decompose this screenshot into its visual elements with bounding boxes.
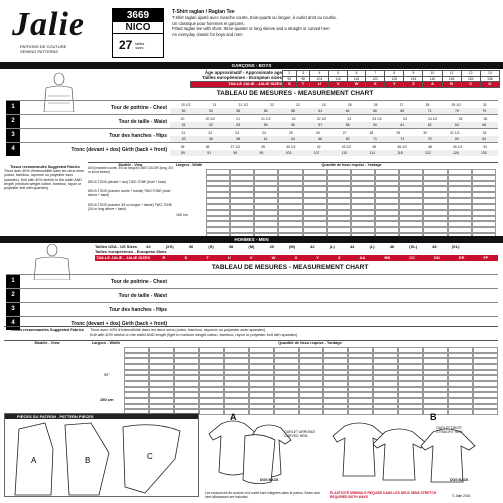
measure-value: 107	[313, 150, 320, 155]
boys-measure-rows	[6, 100, 498, 156]
boys-measure-row	[6, 114, 498, 128]
measure-value: 61	[318, 108, 323, 113]
description-fr1: T-shirt raglan ajusté avec manche courte, trois-quarts ou longue, à ourlet droit ou courbe.	[172, 15, 338, 21]
measure-value: 110	[341, 150, 348, 155]
men-jalie-size: AA	[359, 255, 366, 260]
men-jalie-row: TAILLE JALIE - JALIE SIZES R S T U V W X Y Z AA BB CC DD EE FF	[95, 255, 498, 261]
boys-row-number: 2	[6, 115, 20, 128]
boys-eu-cell: 152	[461, 76, 480, 82]
measure-value: 52	[181, 108, 186, 113]
back-label-b: DOS BACK	[450, 478, 469, 482]
measure-value: 66	[318, 136, 323, 141]
measure-value: 35	[180, 144, 185, 149]
men-row-number: 1	[6, 275, 20, 288]
pattern-name: NICO	[113, 22, 163, 34]
measure-value: 26	[373, 102, 378, 107]
boys-row-number: 4	[6, 143, 20, 156]
measure-value: 37 1/2	[230, 144, 240, 149]
sizes-count: 27 tailles sizes	[119, 38, 145, 52]
pattern-number-box	[112, 8, 164, 58]
measure-value: 25	[347, 102, 352, 107]
view-b-text: OURLET DROIT STRAIGHT HEM	[436, 426, 463, 434]
boys-row-label: Tour des hanches - Hips	[109, 132, 167, 139]
measure-value: 21 1/2	[238, 102, 248, 107]
measure-value: 25	[458, 116, 463, 121]
measure-value: 69	[400, 108, 405, 113]
measure-value: 31 1/2	[450, 130, 460, 135]
men-row-number: 4	[6, 317, 20, 330]
men-jalie-size: U	[227, 255, 231, 260]
men-header: HOMMES - MEN	[0, 236, 503, 243]
measure-value: 22	[208, 130, 213, 135]
measure-value: 95	[233, 150, 238, 155]
measure-value: 58	[236, 136, 241, 141]
piece-b-label: B	[85, 456, 91, 465]
men-row-label: Tour des hanches - Hips	[109, 306, 167, 313]
measure-value: 80	[455, 136, 459, 141]
measure-value: 55	[236, 108, 241, 113]
men-fabrics: Tissus recommandés Suggested Fabrics Tricot avec 40% d'extensibilité dans les deux sens (coton, bambou, rayonne ou polyester avec spandex) Knit with 40% stretch in the width AND length (light to medium weight cotton, bamboo, rayon or polyester knit with spandex)	[4, 326, 498, 337]
boys-sizes-cell: X	[366, 82, 385, 88]
boys-ages-cell: 11	[442, 71, 461, 77]
measure-value: 21	[236, 116, 240, 121]
measure-value: 29	[396, 130, 401, 135]
boys-ages-cell: 6	[347, 71, 365, 77]
measure-value: 114	[369, 150, 375, 155]
view-b-label: B	[430, 412, 437, 422]
boys-sizes-cell: B	[442, 82, 461, 88]
men-jalie-size: EE	[459, 255, 465, 260]
measure-value: 57	[318, 122, 323, 127]
measure-value: 64	[455, 122, 459, 127]
boys-ages-cell: 10	[423, 71, 442, 77]
measure-value: 58	[345, 122, 350, 127]
measure-value: 56	[209, 136, 213, 141]
boys-sizes-cell: Z	[404, 82, 423, 88]
description-title: T-Shirt raglan / Raglan Tee	[172, 9, 235, 15]
men-jalie-size: W	[271, 255, 276, 260]
measure-value: 39	[261, 144, 265, 149]
boys-eu-cell: 116	[347, 76, 365, 82]
measure-value: 28	[425, 102, 430, 107]
measure-value: 49 1/2	[452, 144, 463, 149]
measure-value: 31	[483, 102, 487, 107]
measure-value: 71	[427, 108, 432, 113]
back-label-a: DOS BACK	[260, 478, 279, 482]
description-fr2: Un classique pour hommes et garçons.	[172, 20, 245, 26]
boys-eu-cell: 98	[296, 76, 310, 82]
description-en1: Fitted raglan tee with short, three-quarter or long sleeve and a straight or curved hem	[172, 26, 330, 32]
measure-value: 24	[262, 130, 266, 135]
men-measure-rows	[6, 274, 498, 330]
measure-value: 21	[181, 130, 186, 135]
pattern-description	[172, 10, 492, 37]
men-row-label: Tour de taille - Waist	[118, 292, 167, 299]
measure-value: 52	[209, 122, 213, 127]
boys-ages-cell: 8	[385, 71, 404, 77]
measure-value: 62	[427, 122, 432, 127]
measure-value: 26	[483, 116, 488, 121]
measure-value: 27	[342, 130, 347, 135]
measure-value: 33	[482, 130, 487, 135]
boys-age-row: Âge approximatif - Approximate age 2 3 4 5 6 7 8 9 10 11 12 13	[191, 71, 500, 77]
men-yardage-block: Modèle - View Largeur - Width Quantité de tissu requise - Yardage 59" 150 cm	[4, 340, 498, 345]
men-jalie-size: FF	[483, 255, 489, 260]
boys-view-item: DEUX-TONS (devant + dos) TWO-TONE (front + back)	[88, 179, 166, 184]
curved-hem-tee-icon	[209, 421, 291, 484]
measure-value: 76	[427, 136, 432, 141]
men-row-number: 2	[6, 289, 20, 302]
boys-ages-cell: 2	[283, 71, 297, 77]
measure-value: 27	[399, 102, 404, 107]
brand-tagline: PATRONS DE COUTURE SEWING PATTERNS	[20, 44, 67, 54]
measure-value: 20 1/2	[205, 116, 215, 121]
men-jalie-size: CC	[409, 255, 416, 260]
measure-value: 23	[296, 102, 300, 107]
boys-ages-cell: 13	[480, 71, 499, 77]
measure-value: 26	[315, 130, 320, 135]
boys-sizes-cell: T	[296, 82, 310, 88]
boys-measure-row	[6, 128, 498, 142]
men-chart-title: TABLEAU DE MESURES - MEASUREMENT CHART	[211, 264, 369, 271]
piece-c-label: C	[147, 452, 153, 461]
boys-row-label: Tronc (devant + dos) Girth (back + front)	[71, 146, 167, 153]
measure-value: 64	[291, 136, 295, 141]
measure-value: 91	[207, 150, 212, 155]
measure-value: 40 1/2	[286, 144, 296, 149]
measure-value: 64	[345, 108, 350, 113]
measure-value: 99	[259, 150, 264, 155]
measure-value: 130	[480, 150, 487, 155]
measure-value: 42	[316, 144, 321, 149]
measure-value: 23	[235, 130, 240, 135]
boys-row-label: Tour de taille - Waist	[118, 118, 167, 125]
measure-value: 84	[482, 136, 487, 141]
boys-eu-cell: 122	[366, 76, 385, 82]
measure-value: 53	[236, 122, 241, 127]
view-a-text: OURLET ARRONDI CURVED HEM	[284, 430, 316, 438]
men-row-label: Tronc (devant + dos) Girth (back + front)	[71, 320, 167, 327]
boys-sizes-cell: S	[283, 82, 297, 88]
boys-view-item: DEUX-TONS (manche 3/4 ou longue + bande) TWO-TONE (3/4 or long sleeve + band)	[88, 202, 172, 211]
boys-sizes-cell: W	[347, 82, 365, 88]
boys-sizes-cell: D	[480, 82, 499, 88]
boys-section	[0, 62, 503, 69]
boys-eu-cell: 140	[423, 76, 442, 82]
measure-value: 53	[209, 108, 213, 113]
boys-ages-cell: 5	[329, 71, 347, 77]
boys-eu-cell: 104	[310, 76, 329, 82]
boys-ages-cell: 9	[404, 71, 423, 77]
view-a-label: A	[230, 412, 237, 422]
measure-value: 103	[285, 150, 292, 155]
boys-sizes-cell: V	[329, 82, 347, 88]
measure-value: 126	[452, 150, 459, 155]
measure-value: 46 1/2	[397, 144, 407, 149]
boys-jalie-row: TAILLE JALIE - JALIE SIZES S T U V W X Y Z A B C D	[191, 82, 500, 88]
measure-value: 61	[400, 122, 405, 127]
measure-value: 20 1/2	[181, 102, 191, 107]
measure-value: 22 1/2	[316, 116, 327, 121]
men-section	[0, 236, 503, 243]
description-en2: An everyday classic for boys and men	[172, 31, 243, 37]
boys-sizes-cell: U	[310, 82, 329, 88]
boys-row-label: Tour de poitrine - Chest	[110, 104, 167, 111]
measure-value: 24 1/2	[427, 116, 438, 121]
measure-value: 23 1/2	[372, 116, 382, 121]
boys-ages-cell: 12	[461, 71, 480, 77]
footer-copyright: © Jalie 2016	[452, 494, 471, 498]
measure-value: 22	[291, 116, 296, 121]
men-jalie-size: S	[184, 255, 188, 260]
men-jalie-size: T	[206, 255, 209, 260]
measure-value: 79	[482, 108, 487, 113]
measure-value: 56	[291, 122, 295, 127]
boys-eu-cell: 92	[283, 76, 297, 82]
measure-value: 60	[373, 122, 377, 127]
pattern-pieces-header: PIÈCES DU PATRON - PATTERN PIECES	[5, 414, 198, 419]
boys-header: GARÇONS - BOYS	[0, 62, 503, 69]
boys-measure-row	[6, 100, 498, 114]
men-measure-row	[6, 274, 498, 288]
pattern-pieces-panel	[4, 413, 199, 497]
men-jalie-size: X	[294, 255, 298, 260]
brand-logo: Jalie	[12, 6, 85, 43]
footer-allowances: Les ressources de couture et d'ourlet sont intégrées dans le patron. Seam and hem allowances are included.	[205, 491, 320, 499]
measure-value: 21 1/2	[261, 116, 271, 121]
men-jalie-size: Y	[316, 255, 319, 260]
boys-ages-cell: 3	[296, 71, 310, 77]
boys-yardage-block: Modèle - View Largeur - Width Quantité de tissu requise - Yardage UNI (manche courte, 3/4 ou longue) ONE COLOR (long, 3/4 or short sleeve) DEUX-TONS (devant + dos) TWO-TONE (front + back) DEUX-TONS (manche courte + bande) TWO-TONE (short sleeve + band) DEUX-TONS (manche 3/4 ou longue + bande) TWO-TONE (3/4 or long sleeve + band) 150 cm	[88, 162, 498, 218]
boys-row-cm	[170, 136, 498, 142]
measure-value: 24	[321, 102, 326, 107]
measure-value: 30	[423, 130, 428, 135]
measure-value: 23	[347, 116, 352, 121]
boys-view-item: DEUX-TONS (manche courte + bande) TWO-TONE (short sleeve + band)	[88, 189, 171, 198]
boys-chart-title: TABLEAU DE MESURES - MEASUREMENT CHART	[216, 90, 374, 97]
measure-value: 45	[372, 144, 377, 149]
measure-value: 43 1/2	[341, 144, 352, 149]
measure-value: 61	[263, 136, 268, 141]
men-us-row: Tailles USA - US Sizes 34 (XS) 36 (S) 38 (M) 40 (M) 42 (L) 44 (L) 46 (XL) 48 (XL)	[95, 244, 460, 249]
men-jalie-size: Z	[338, 255, 341, 260]
boys-ages-cell: 4	[310, 71, 329, 77]
measure-value: 89	[181, 150, 185, 155]
measure-value: 55	[263, 122, 268, 127]
boys-eu-cell: 128	[385, 76, 404, 82]
boys-measure-row	[6, 142, 498, 156]
pattern-number: 3669	[113, 9, 163, 22]
measure-value: 71	[373, 136, 377, 141]
boys-eu-row: Tailles européennes - European sizes 92 98 104 110 116 122 128 134 140 146 152 158	[191, 76, 500, 82]
measure-value: 66	[482, 122, 487, 127]
measure-value: 75	[455, 108, 459, 113]
boys-row-number: 1	[6, 101, 20, 114]
men-jalie-size: V	[249, 255, 253, 260]
measure-value: 51	[181, 122, 186, 127]
piece-a-label: A	[31, 456, 37, 465]
men-row-label: Tour de poitrine - Chest	[110, 278, 167, 285]
men-jalie-size: R	[162, 255, 166, 260]
boys-sizes-cell: A	[423, 82, 442, 88]
measure-value: 24	[402, 116, 407, 121]
measure-value: 20	[180, 116, 185, 121]
men-measure-row	[6, 288, 498, 302]
boys-view-item: UNI (manche courte, 3/4 ou longue) ONE COLOR (long, 3/4 or short sleeve)	[88, 166, 173, 174]
men-jalie-size: BB	[384, 255, 391, 260]
boys-sizes-cell: Y	[385, 82, 404, 88]
boys-row-cm	[170, 108, 498, 114]
measure-value: 56	[263, 108, 268, 113]
men-row-number: 3	[6, 303, 20, 316]
pattern-pieces-diagram	[5, 419, 200, 497]
men-jalie-size: DD	[434, 255, 440, 260]
measure-value: 122	[424, 150, 431, 155]
boys-size-table	[190, 70, 500, 88]
boys-sizes-cell: C	[461, 82, 480, 88]
measure-value: 74	[400, 136, 405, 141]
measure-value: 58	[291, 108, 295, 113]
measure-value: 48	[427, 144, 432, 149]
measure-value: 69	[345, 136, 350, 141]
measure-value: 36	[205, 144, 210, 149]
measure-value: 118	[397, 150, 403, 155]
boys-eu-cell: 158	[480, 76, 499, 82]
footer-stretch: ÉLASTICITÉ MINIMALE REQUISE DANS LES DEUX SENS STRETCH REQUIRED BOTH WAYS	[330, 491, 437, 499]
measure-value: 29 1/2	[451, 102, 461, 107]
measure-value: 28	[369, 130, 374, 135]
men-eu-row: Tailles européennes - European Sizes	[95, 249, 167, 254]
boys-fabrics: Tissus recommandés Suggested Fabrics Tricot avec 40% d'extensibilité dans les deux sens (coton, bambou, rayonne ou polyester avec spandex). Knit with 40% stretch in the width AND length (medium weight cotton, bamboo, rayon or polyester knit with spandex)	[4, 165, 84, 191]
measure-value: 25	[288, 130, 293, 135]
boys-row-cm	[170, 122, 498, 128]
measure-value: 66	[373, 108, 377, 113]
measure-value: 53	[181, 136, 186, 141]
boys-eu-cell: 146	[442, 76, 461, 82]
boys-row-cm	[170, 150, 498, 156]
measure-value: 51	[483, 144, 488, 149]
boys-eu-cell: 134	[404, 76, 423, 82]
measure-value: 21	[212, 102, 217, 107]
men-measure-row	[6, 302, 498, 316]
boys-row-number: 3	[6, 129, 20, 142]
boys-eu-cell: 110	[329, 76, 347, 82]
boys-ages-cell: 7	[366, 71, 385, 77]
measure-value: 22	[270, 102, 274, 107]
